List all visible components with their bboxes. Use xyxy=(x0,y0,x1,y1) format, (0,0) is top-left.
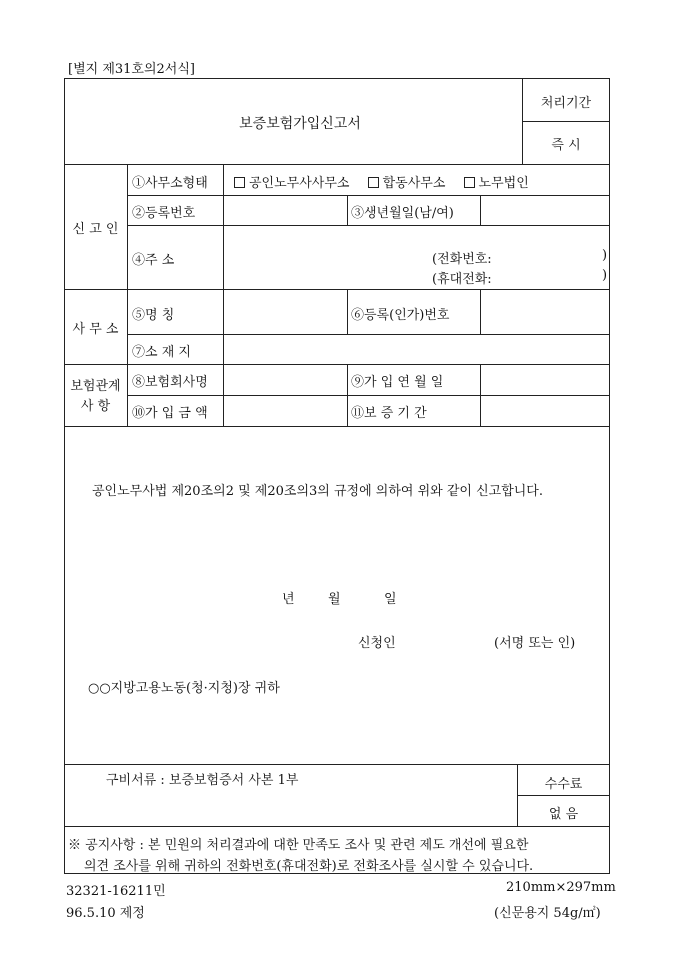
office-type-option-corporation[interactable]: 노무법인 xyxy=(464,176,529,191)
divider xyxy=(64,426,610,427)
form-title: 보증보험가입신고서 xyxy=(239,116,361,132)
divider xyxy=(347,364,348,426)
checkbox[interactable] xyxy=(368,177,379,188)
date-day-label: 일 xyxy=(384,592,397,607)
notice-line-1: ※ 공지사항 : 본 민원의 처리결과에 대한 만족도 조사 및 관련 제도 개선에 필요한 xyxy=(68,838,529,853)
phone-close: ) xyxy=(602,248,608,263)
office-section-label: 사 무 소 xyxy=(72,322,119,337)
annex-label: [별지 제31호의2서식] xyxy=(68,62,195,77)
addressee: ○○지방고용노동(청·지청)장 귀하 xyxy=(88,681,280,696)
date-month-label: 월 xyxy=(328,592,341,607)
location-field[interactable] xyxy=(224,335,609,363)
date-year-label: 년 xyxy=(282,592,295,607)
notice-line-2: 의견 조사를 위해 귀하의 전화번호(휴대전화)로 전화조사를 실시할 수 있습니다. xyxy=(84,859,534,874)
statement-text: 공인노무사법 제20조의2 및 제20조의3의 규정에 의하여 위와 같이 신고합니다. xyxy=(92,484,543,499)
office-type-option-labor-attorney[interactable]: 공인노무사사무소 xyxy=(234,176,349,191)
reg-approval-label: ⑥등록(인가)번호 xyxy=(351,308,450,323)
birth-field[interactable] xyxy=(481,196,609,224)
join-date-label: ⑨가 입 연 월 일 xyxy=(351,375,444,390)
enacted-date: 96.5.10 제정 xyxy=(66,906,145,921)
required-documents: 구비서류 : 보증보험증서 사본 1부 xyxy=(106,773,299,788)
form-code: 32321-16211민 xyxy=(66,884,166,899)
checkbox[interactable] xyxy=(234,177,245,188)
insurance-section-label-2: 사 항 xyxy=(80,399,111,414)
applicant-label: 신청인 xyxy=(358,636,396,651)
divider xyxy=(127,164,128,426)
divider xyxy=(347,289,348,334)
reg-no-label: ②등록번호 xyxy=(132,206,196,221)
divider xyxy=(64,826,610,827)
birth-label: ③생년월일(남/여) xyxy=(351,206,454,221)
insurer-label: ⑧보험회사명 xyxy=(132,375,208,390)
insurer-field[interactable] xyxy=(224,365,346,394)
reg-no-field[interactable] xyxy=(224,196,346,224)
paper-size: 210mm×297mm xyxy=(506,880,616,895)
divider xyxy=(517,795,610,796)
office-type-options xyxy=(234,172,543,191)
sign-label: (서명 또는 인) xyxy=(494,636,576,651)
processing-period-value: 즉 시 xyxy=(551,138,581,153)
amount-field[interactable] xyxy=(224,396,346,425)
insurance-section-label-1: 보험관계 xyxy=(70,379,121,394)
declarant-section-label: 신 고 인 xyxy=(72,222,119,237)
guarantee-period-field[interactable] xyxy=(481,396,609,425)
address-label: ④주 소 xyxy=(132,253,175,268)
phone-label: (전화번호: xyxy=(432,252,492,267)
divider xyxy=(64,164,610,165)
location-label: ⑦소 재 지 xyxy=(132,345,191,360)
office-type-label: ①사무소형태 xyxy=(132,176,208,191)
fee-label: 수수료 xyxy=(544,777,583,792)
divider xyxy=(347,195,348,225)
mobile-close: ) xyxy=(602,268,608,283)
divider xyxy=(64,764,610,765)
guarantee-period-label: ⑪보 증 기 간 xyxy=(351,406,427,421)
mobile-label: (휴대전화: xyxy=(432,272,492,287)
amount-label: ⑩가 입 금 액 xyxy=(132,406,208,421)
processing-period-label: 처리기간 xyxy=(540,96,592,111)
divider xyxy=(522,121,610,122)
office-name-field[interactable] xyxy=(224,290,346,333)
paper-type: (신문용지 54g/㎡) xyxy=(494,906,601,921)
checkbox[interactable] xyxy=(464,177,475,188)
reg-approval-field[interactable] xyxy=(481,290,609,333)
office-name-label: ⑤명 칭 xyxy=(132,308,175,323)
join-date-field[interactable] xyxy=(481,365,609,394)
address-field[interactable] xyxy=(224,226,609,288)
fee-value: 없 음 xyxy=(548,807,579,822)
office-type-option-joint[interactable]: 합동사무소 xyxy=(368,176,446,191)
